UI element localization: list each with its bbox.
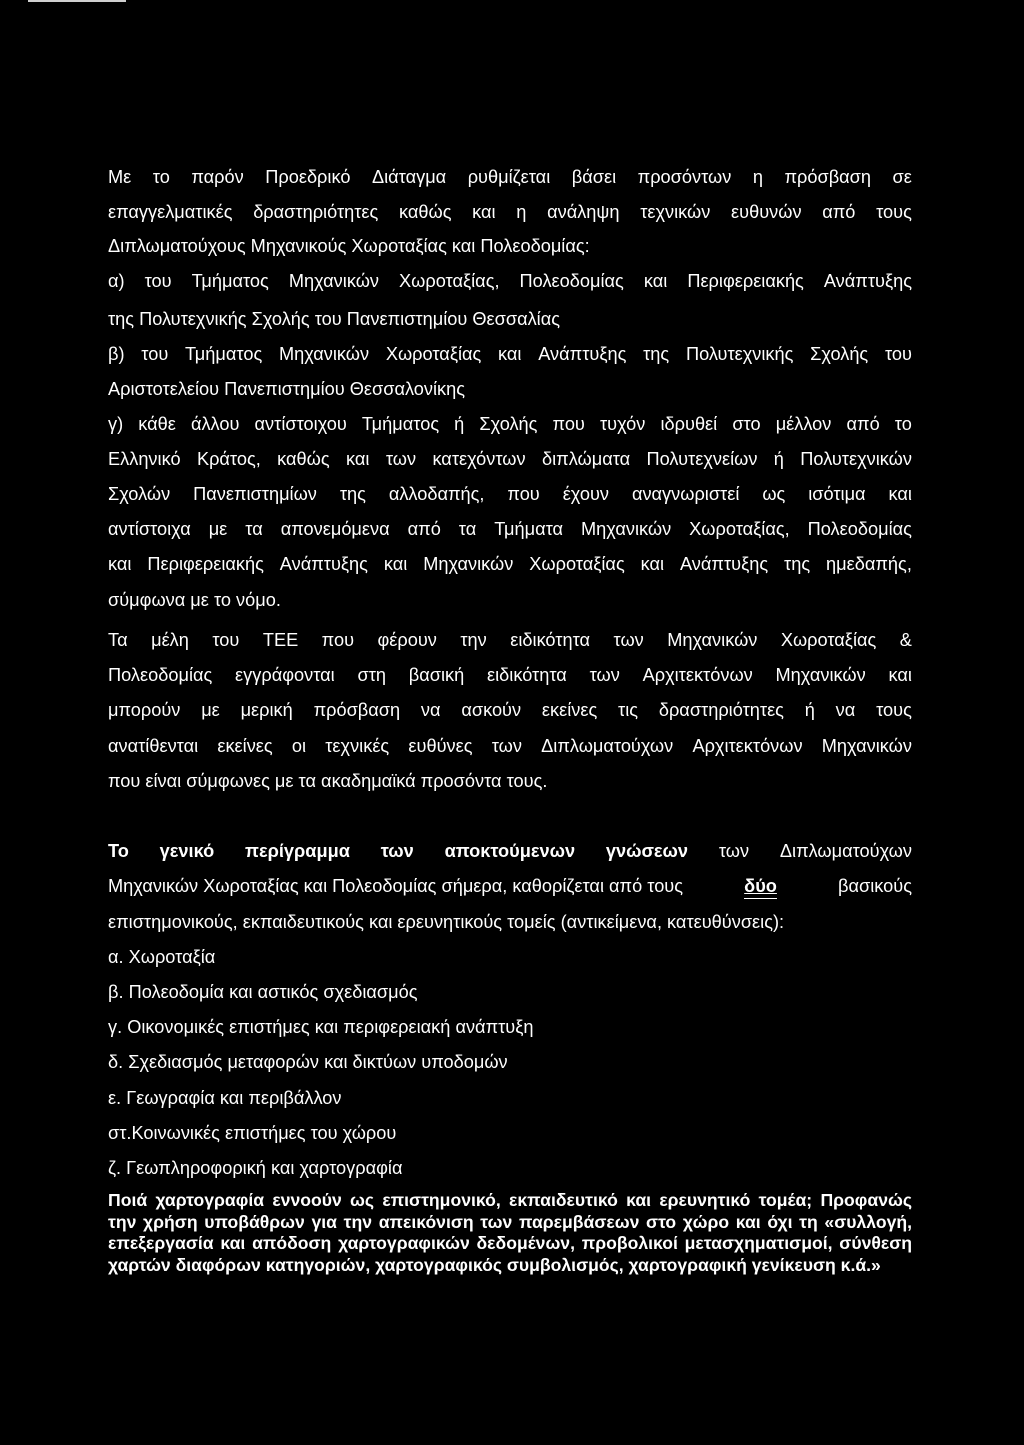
word: έχουν xyxy=(562,484,610,504)
text-line xyxy=(108,199,912,225)
word: Ανάπτυξης xyxy=(680,554,769,574)
word: Τμήματος xyxy=(191,271,269,291)
word: Μηχανικών xyxy=(775,665,866,685)
list-item: ε. Γεωγραφία και περιβάλλον xyxy=(108,1088,342,1108)
word: Χωροταξίας xyxy=(385,344,482,364)
word: τα xyxy=(458,519,477,539)
circled-word-two: δύο xyxy=(744,873,777,899)
list-item: γ. Οικονομικές επιστήμες και περιφερειακή ανάπτυξη xyxy=(108,1017,534,1037)
word: των xyxy=(380,841,414,861)
word: των xyxy=(385,449,417,469)
word: Περιφερειακής xyxy=(687,271,804,291)
word: και xyxy=(346,449,370,469)
word: το xyxy=(894,414,912,434)
text-line-bold-lead xyxy=(108,838,912,864)
text-line: της Πολυτεχνικής Σχολής του Πανεπιστημίου Θεσσαλίας xyxy=(108,309,560,329)
word: Σχολής xyxy=(810,344,869,364)
word: Μηχανικών xyxy=(423,554,514,574)
word: Διπλωματούχων xyxy=(541,736,674,756)
word: του xyxy=(212,630,240,650)
word: Τα xyxy=(108,630,128,650)
text-line xyxy=(108,341,912,367)
word: και xyxy=(383,554,408,574)
word: από xyxy=(846,414,880,434)
text-line xyxy=(108,662,912,688)
word: του xyxy=(144,271,172,291)
word: Χωροταξίας xyxy=(780,630,877,650)
word: που xyxy=(321,630,355,650)
word: κατεχόντων xyxy=(432,449,526,469)
word: με xyxy=(201,700,220,720)
word: εκείνες xyxy=(217,736,273,756)
cartography-paragraph: Ποιά χαρτογραφία εννοούν ως επιστημονικό, εκπαιδευτικό και ερευνητικό τομέα; Προφανώς την χρήση υποβάθρων για την απεικόνιση των παρεμβάσεων στο χώρο και όχι τη «συλλογή, επεξεργασία και απόδοση χαρτογραφικών δεδομένων, προβολικοί μετασχηματισμοί, σύνθεση χαρτών διαφόρων κατηγοριών, χαρτογραφικός συμβολισμός, χαρτογραφική γενίκευση κ.ά.» xyxy=(108,1190,912,1275)
word: τεχνικές xyxy=(325,736,390,756)
text-line xyxy=(108,627,912,653)
word: Προεδρικό xyxy=(265,167,351,187)
word: οι xyxy=(291,736,307,756)
word: δραστηριότητες xyxy=(253,202,379,222)
word: Ελληνικό xyxy=(108,449,181,469)
word: των xyxy=(491,736,522,756)
text-line xyxy=(108,411,912,437)
word: στο xyxy=(732,414,761,434)
outline-line2-start: Μηχανικών Χωροταξίας και Πολεοδομίας σήμερα, καθορίζεται από τους xyxy=(108,876,684,896)
text-line: που είναι σύμφωνες με τα ακαδημαϊκά προσόντα τους. xyxy=(108,771,548,791)
word: μερική xyxy=(240,700,293,720)
word: και xyxy=(472,202,496,222)
word: γενικό xyxy=(159,841,215,861)
word: επαγγελματικές xyxy=(108,202,233,222)
word: να xyxy=(835,700,856,720)
text-line xyxy=(108,697,912,723)
text-line: επιστημονικούς, εκπαιδευτικούς και ερευνητικούς τομείς (αντικείμενα, κατευθύνσεις): xyxy=(108,912,785,932)
word: α) xyxy=(108,271,125,291)
word: και xyxy=(888,484,912,504)
word: και xyxy=(108,554,132,574)
word: αποκτούμενων xyxy=(444,841,576,861)
word: Πολυτεχνείων xyxy=(646,449,758,469)
word: που xyxy=(507,484,540,504)
word: β) xyxy=(108,344,125,364)
word: παρόν xyxy=(191,167,244,187)
word: προσόντων xyxy=(637,167,732,187)
word: Πολυτεχνικής xyxy=(685,344,794,364)
word: διπλώματα xyxy=(541,449,631,469)
word: Διπλωματούχων xyxy=(779,841,912,861)
word: ανάληψη xyxy=(547,202,620,222)
word: καθώς xyxy=(277,449,330,469)
word: η xyxy=(752,167,763,187)
word: γνώσεων xyxy=(605,841,689,861)
word: Μηχανικών xyxy=(821,736,912,756)
word: ημεδαπής, xyxy=(826,554,912,574)
word: ευθύνες xyxy=(408,736,473,756)
list-item: στ.Κοινωνικές επιστήμες του χώρου xyxy=(108,1123,397,1143)
word: των xyxy=(718,841,750,861)
word: να xyxy=(420,700,441,720)
word: Ανάπτυξης xyxy=(279,554,368,574)
word: Αρχιτεκτόνων xyxy=(642,665,753,685)
word: απονεμόμενα xyxy=(280,519,390,539)
word: βάσει xyxy=(571,167,617,187)
word: ή xyxy=(773,449,784,469)
word: του xyxy=(884,344,912,364)
word: Χωροταξίας, xyxy=(399,271,500,291)
word: άλλου xyxy=(190,414,240,434)
word: Τμήματος xyxy=(185,344,263,364)
text-line xyxy=(108,873,912,899)
word: ΤΕΕ xyxy=(262,630,299,650)
word: πρόσβαση xyxy=(313,700,401,720)
word: ισότιμα xyxy=(808,484,866,504)
word: ή xyxy=(454,414,465,434)
word: του xyxy=(141,344,169,364)
word: μπορούν xyxy=(108,700,181,720)
word: Τμήματα xyxy=(494,519,564,539)
word: Αρχιτεκτόνων xyxy=(692,736,803,756)
word: των xyxy=(589,665,620,685)
word: Χωροταξίας, xyxy=(689,519,790,539)
word: των xyxy=(613,630,644,650)
word: την xyxy=(460,630,487,650)
text-line xyxy=(108,268,912,294)
word: τυχόν xyxy=(599,414,646,434)
word: Κράτος, xyxy=(196,449,261,469)
word: Σχολών xyxy=(108,484,171,504)
word: Μηχανικών xyxy=(288,271,379,291)
word: ευθυνών xyxy=(731,202,802,222)
text-line xyxy=(108,516,912,542)
word: τους xyxy=(876,202,912,222)
word: Σχολής xyxy=(479,414,538,434)
word: η xyxy=(516,202,527,222)
word: ρυθμίζεται xyxy=(467,167,551,187)
word: Πολεοδομίας xyxy=(108,665,213,685)
word: τα xyxy=(245,519,263,539)
word: Περιφερειακής xyxy=(147,554,264,574)
word: ειδικότητα xyxy=(510,630,591,650)
word: γ) xyxy=(108,414,124,434)
text-line: Αριστοτελείου Πανεπιστημίου Θεσσαλονίκης xyxy=(108,379,466,399)
word: βασική xyxy=(408,665,465,685)
word: Μηχανικών xyxy=(278,344,370,364)
word: στη xyxy=(357,665,386,685)
word: Μηχανικών xyxy=(581,519,672,539)
word: μέλη xyxy=(151,630,189,650)
word: τους xyxy=(876,700,912,720)
word: εκείνες xyxy=(541,700,598,720)
word: αντίστοιχα xyxy=(108,519,191,539)
text-line xyxy=(108,446,912,472)
word: μέλλον xyxy=(775,414,832,434)
word: πρόσβαση xyxy=(784,167,872,187)
word: και xyxy=(640,554,665,574)
outline-line2-end: βασικούς xyxy=(838,876,912,896)
word: Ανάπτυξης xyxy=(823,271,912,291)
word: ή xyxy=(804,700,815,720)
word: ανατίθενται xyxy=(108,736,199,756)
word: περίγραμμα xyxy=(245,841,350,861)
word: ως xyxy=(762,484,786,504)
word: τις xyxy=(618,700,639,720)
word: της xyxy=(339,484,366,504)
word: Πανεπιστημίων xyxy=(193,484,317,504)
word: με xyxy=(208,519,228,539)
word: Μηχανικών xyxy=(667,630,758,650)
word: Με xyxy=(108,167,132,187)
word: Τμήματος xyxy=(361,414,440,434)
word: αναγνωριστεί xyxy=(631,484,740,504)
word: εγγράφονται xyxy=(235,665,335,685)
list-item: β. Πολεοδομία και αστικός σχεδιασμός xyxy=(108,982,418,1002)
word: Πολυτεχνικών xyxy=(800,449,912,469)
word: σε xyxy=(892,167,912,187)
text-line: Διπλωματούχους Μηχανικούς Χωροταξίας και Πολεοδομίας: xyxy=(108,236,590,256)
word: ιδρυθεί xyxy=(660,414,718,434)
list-item: δ. Σχεδιασμός μεταφορών και δικτύων υποδομών xyxy=(108,1052,508,1072)
word: ασκούν xyxy=(461,700,522,720)
word: φέρουν xyxy=(377,630,437,650)
top-edge-rule xyxy=(28,0,126,2)
text-line xyxy=(108,551,912,577)
list-item: α. Χωροταξία xyxy=(108,947,216,967)
text-line xyxy=(108,164,912,190)
word: καθώς xyxy=(399,202,452,222)
word: & xyxy=(899,630,912,650)
word: Πολεοδομίας xyxy=(519,271,624,291)
list-item: ζ. Γεωπληροφορική και χαρτογραφία xyxy=(108,1158,403,1178)
word: αλλοδαπής, xyxy=(388,484,485,504)
word: και xyxy=(498,344,522,364)
word: κάθε xyxy=(138,414,176,434)
word: που xyxy=(552,414,585,434)
word: από xyxy=(822,202,856,222)
word: της xyxy=(643,344,670,364)
word: Το xyxy=(108,841,129,861)
word: αντίστοιχου xyxy=(254,414,347,434)
word: Διάταγμα xyxy=(371,167,447,187)
word: Πολεοδομίας xyxy=(807,519,912,539)
word: δραστηριότητες xyxy=(658,700,784,720)
word: της xyxy=(784,554,811,574)
word: Χωροταξίας xyxy=(529,554,625,574)
word: και xyxy=(643,271,668,291)
word: ειδικότητα xyxy=(487,665,567,685)
text-line: σύμφωνα με το νόμο. xyxy=(108,590,281,610)
word: και xyxy=(888,665,912,685)
word: από xyxy=(407,519,441,539)
word: Ανάπτυξης xyxy=(538,344,627,364)
text-line xyxy=(108,733,912,759)
word: τεχνικών xyxy=(640,202,711,222)
text-line xyxy=(108,481,912,507)
word: το xyxy=(152,167,170,187)
